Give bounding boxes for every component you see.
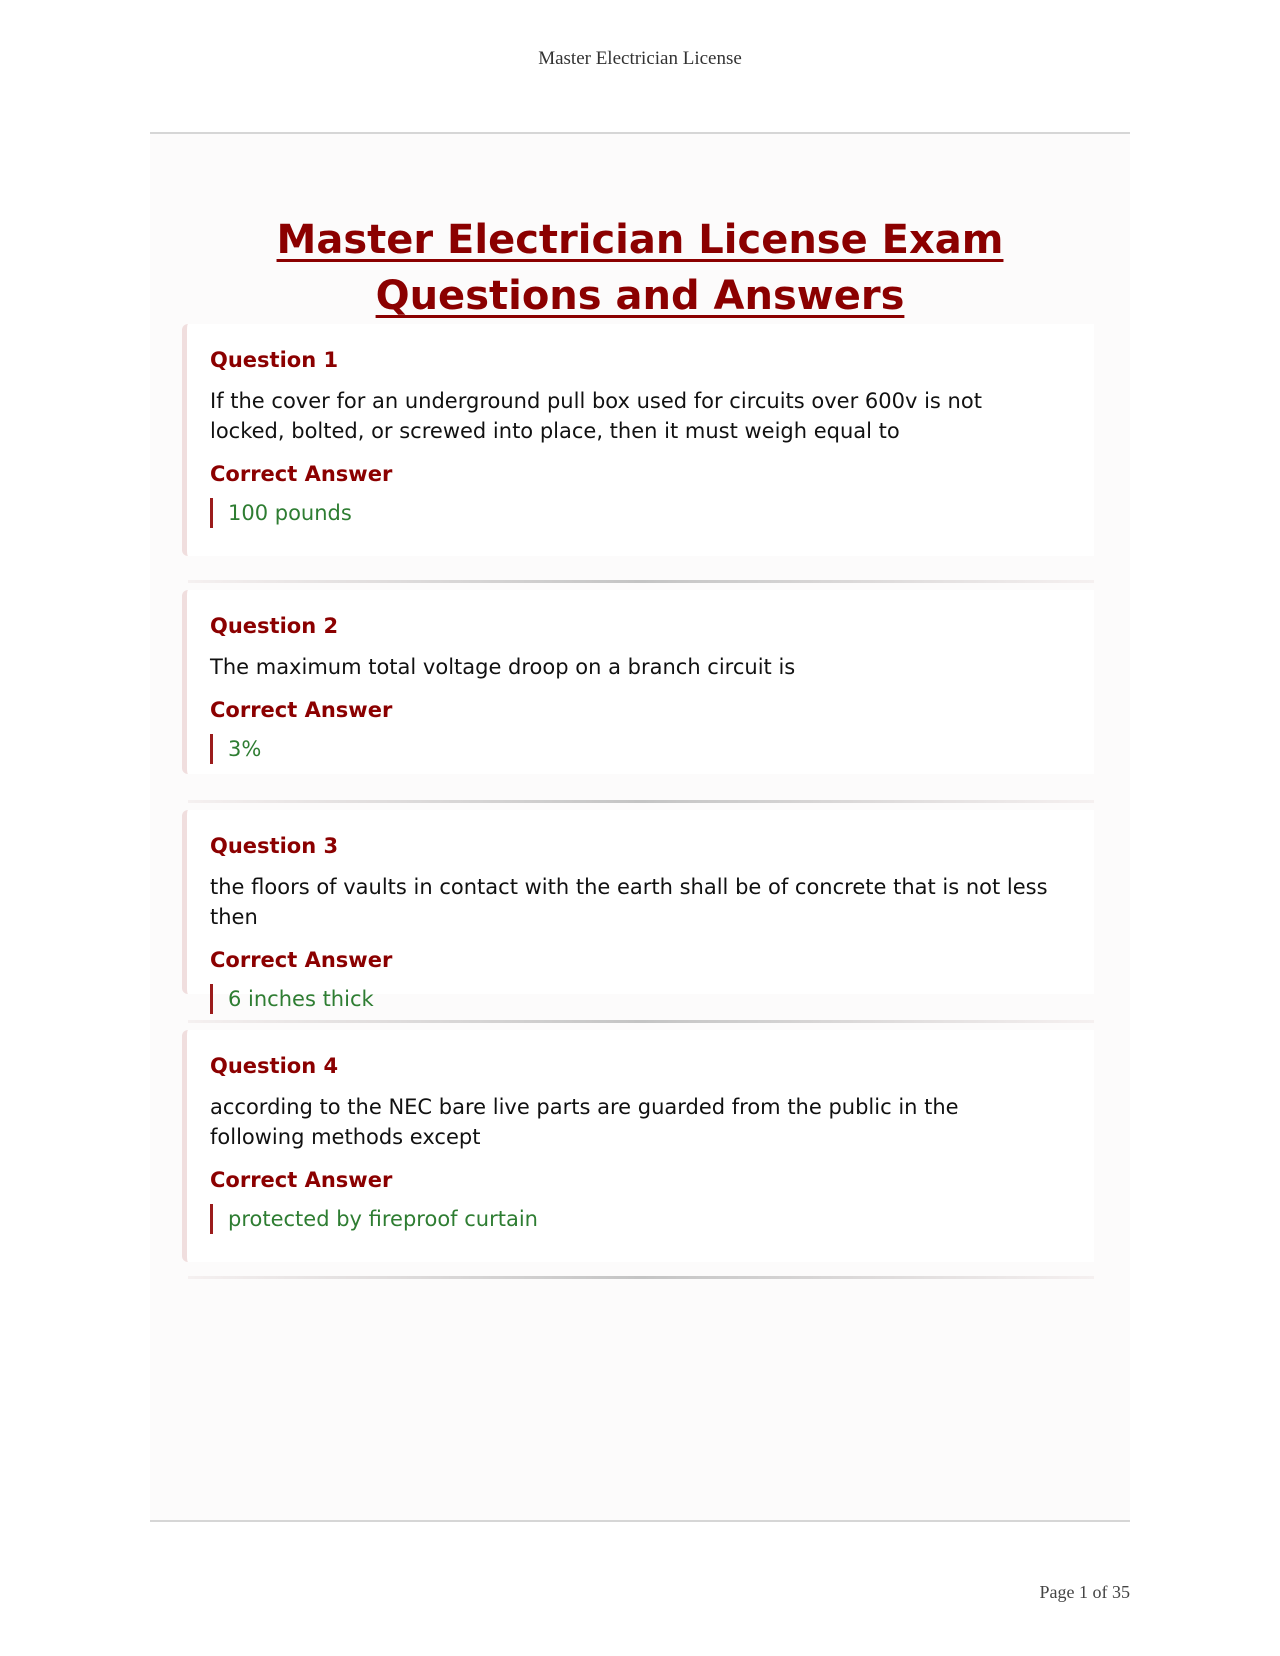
card-divider: [188, 1276, 1094, 1279]
answer-text: 100 pounds: [210, 498, 1094, 528]
card-divider: [188, 1020, 1094, 1023]
answer-text: 6 inches thick: [210, 984, 1094, 1014]
question-label: Question 1: [210, 348, 339, 372]
page-number: Page 1 of 35: [1039, 1582, 1130, 1602]
question-card-2: [182, 590, 1094, 774]
correct-answer-label: Correct Answer: [210, 698, 393, 722]
question-text: If the cover for an underground pull box used for circuits over 600v is not locked, bolted, or screwed into place, then it must weigh equal to: [210, 389, 982, 443]
question-card-1: [182, 324, 1094, 556]
correct-answer-label: Correct Answer: [210, 462, 393, 486]
card-divider: [188, 800, 1094, 803]
answer-text: protected by fireproof curtain: [210, 1204, 1094, 1234]
question-label: Question 2: [210, 614, 339, 638]
correct-answer-label: Correct Answer: [210, 948, 393, 972]
question-text: the floors of vaults in contact with the earth shall be of concrete that is not less then: [210, 875, 1048, 929]
question-text: The maximum total voltage droop on a branch circuit is: [210, 655, 796, 679]
question-label: Question 4: [210, 1054, 339, 1078]
footer-divider: [150, 1520, 1130, 1522]
question-card-3: [182, 810, 1094, 1011]
correct-answer-label: Correct Answer: [210, 1168, 393, 1192]
question-text: according to the NEC bare live parts are guarded from the public in the following methods except: [210, 1095, 959, 1149]
card-divider: [188, 580, 1094, 583]
answer-text: 3%: [210, 734, 1094, 764]
running-header: Master Electrician License: [538, 48, 742, 69]
question-card-4: [182, 1030, 1094, 1262]
document-title: Master Electrician License Exam Questions and Answers: [276, 217, 1004, 319]
question-label: Question 3: [210, 834, 339, 858]
content-area: [150, 134, 1130, 1520]
